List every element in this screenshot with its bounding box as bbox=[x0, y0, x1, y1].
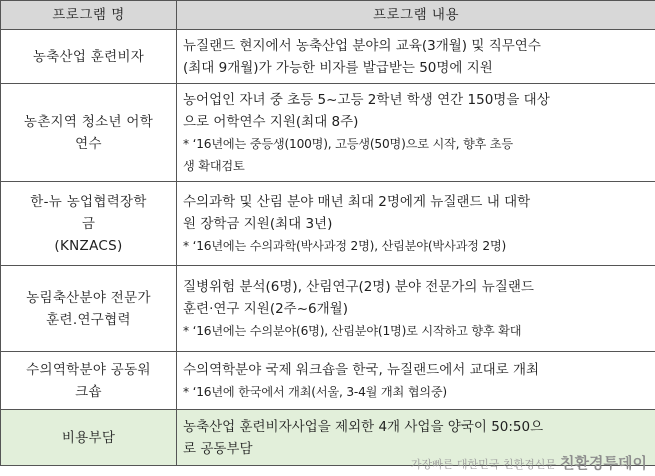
note-line: * ‘16년에는 수의분야(6명), 산림분야(1명)로 시작하고 향후 확대 bbox=[183, 323, 522, 338]
content-line: 질병위험 분석(6명), 산림연구(2명) 분야 전문가의 뉴질랜드 bbox=[183, 278, 534, 295]
content-line: 수의역학분야 국제 워크숍을 한국, 뉴질랜드에서 교대로 개최 bbox=[183, 361, 540, 378]
program-name-cell bbox=[1, 352, 177, 410]
content-line: 훈련·연구 지원(2주~6개월) bbox=[183, 300, 348, 317]
program-name-cell bbox=[1, 30, 177, 84]
table-row bbox=[1, 84, 655, 182]
program-name-text: 한-뉴 농업협력장학 bbox=[30, 193, 147, 210]
program-name-text: 농축산업 훈련비자 bbox=[32, 48, 145, 65]
program-name-text: 금 bbox=[81, 215, 96, 232]
note-line: 생 확대검토 bbox=[183, 158, 245, 173]
cost-sharing-label: 비용부담 bbox=[61, 429, 116, 446]
program-name-text: 크숍 bbox=[75, 383, 102, 400]
program-content-cell bbox=[177, 352, 655, 410]
program-name-text: 농림축산분야 전문가 bbox=[26, 289, 151, 306]
program-name-cell bbox=[1, 182, 177, 266]
content-line: (최대 9개월)가 가능한 비자를 발급받는 50명에 지원 bbox=[183, 59, 493, 76]
watermark bbox=[411, 452, 647, 473]
content-line: 수의과학 및 산림 분야 매년 최대 2명에게 뉴질랜드 내 대학 bbox=[183, 193, 531, 210]
program-name-cell bbox=[1, 84, 177, 182]
watermark-tagline: 가장빠른 대한민국 친환경신문 bbox=[410, 458, 557, 471]
table-row bbox=[1, 182, 655, 266]
content-line: 농어업인 자녀 중 초등 5~고등 2학년 학생 연간 150명을 대상 bbox=[183, 91, 550, 108]
content-line: 원 장학금 지원(최대 3년) bbox=[183, 215, 333, 232]
table-row bbox=[1, 266, 655, 352]
program-name-text: 농촌지역 청소년 어학 bbox=[23, 113, 154, 130]
program-content-cell bbox=[177, 266, 655, 352]
note-line: * ‘16년에는 중등생(100명), 고등생(50명)으로 시작, 향후 초등 bbox=[183, 136, 513, 151]
cost-sharing-name-cell bbox=[1, 410, 177, 466]
watermark-brand: 친환경투데이 bbox=[560, 454, 647, 472]
note-line: * ‘16년에 한국에서 개최(서울, 3-4월 개최 협의중) bbox=[183, 384, 447, 399]
content-line: 로 공동부담 bbox=[183, 440, 253, 457]
program-name-text: 훈련.연구협력 bbox=[46, 311, 131, 328]
program-content-cell bbox=[177, 182, 655, 266]
table-row bbox=[1, 352, 655, 410]
header-program-name: 프로그램 명 bbox=[1, 1, 177, 30]
program-name-text: 수의역학분야 공동워 bbox=[26, 361, 151, 378]
table-row bbox=[1, 30, 655, 84]
program-content-cell bbox=[177, 30, 655, 84]
content-line: 농축산업 훈련비자사업을 제외한 4개 사업을 양국이 50:50으 bbox=[183, 418, 544, 435]
table-header-row bbox=[1, 1, 655, 30]
program-name-text: 연수 bbox=[75, 135, 102, 152]
program-name-cell bbox=[1, 266, 177, 352]
content-line: 으로 어학연수 지원(최대 8주) bbox=[183, 113, 359, 130]
program-name-text: (KNZACS) bbox=[54, 237, 123, 254]
program-content-cell bbox=[177, 84, 655, 182]
note-line: * ‘16년에는 수의과학(박사과정 2명), 산림분야(박사과정 2명) bbox=[183, 238, 507, 253]
content-line: 뉴질랜드 현지에서 농축산업 분야의 교육(3개월) 및 직무연수 bbox=[183, 37, 541, 54]
header-program-content: 프로그램 내용 bbox=[177, 1, 655, 30]
